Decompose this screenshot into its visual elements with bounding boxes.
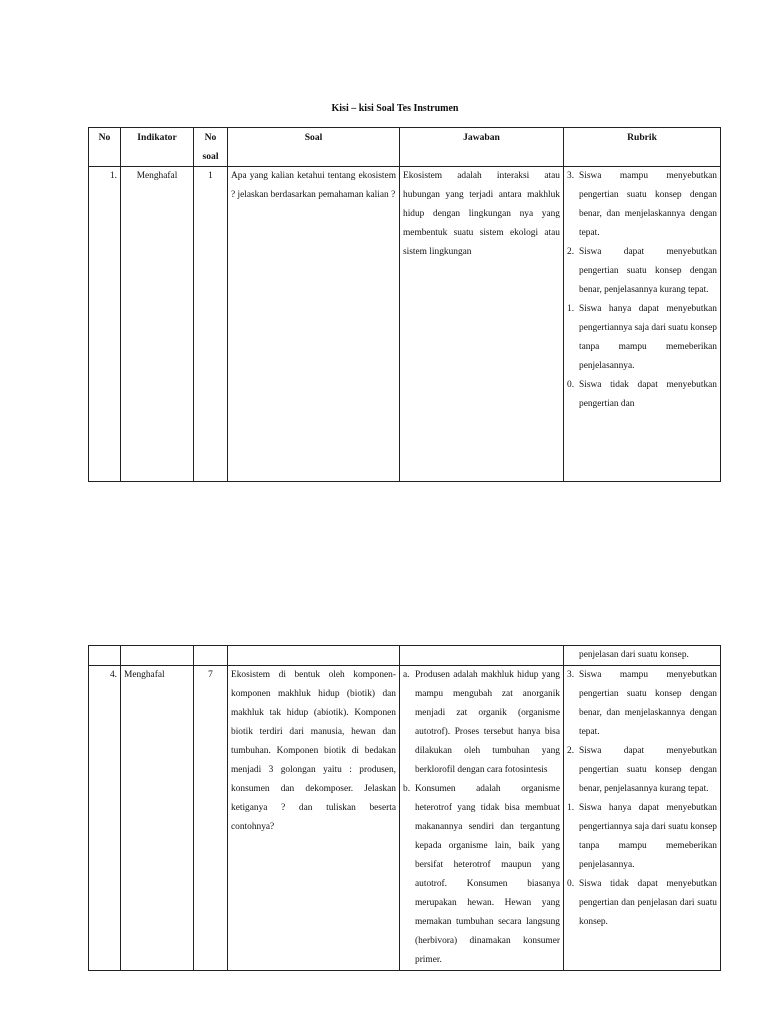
list-marker: 2. (567, 247, 575, 257)
jawaban-cell (400, 666, 564, 971)
table-row (89, 666, 721, 971)
rubrik-continuation: penjelasan dari suatu konsep. (564, 646, 721, 666)
continuation-row (89, 646, 721, 666)
instrument-table-page-2 (88, 645, 721, 971)
header-no: No (89, 128, 121, 167)
list-marker: a. (403, 670, 410, 680)
header-no-soal: No soal (194, 128, 228, 167)
list-item (567, 300, 717, 376)
list-text: Siswa dapat menyebutkan pengertian suatu konsep dengan benar, penjelasannya kurang tepat. (579, 746, 717, 794)
list-marker: 3. (567, 171, 575, 181)
list-text: Siswa dapat menyebutkan pengertian suatu konsep dengan benar, penjelasannya kurang tepat. (579, 247, 717, 295)
list-text: Siswa tidak dapat menyebutkan pengertian dan (579, 380, 717, 409)
list-text: Siswa hanya dapat menyebutkan pengertiannya saja dari suatu konsep tanpa mampu memeberikan penjelasannya. (579, 803, 717, 870)
jawaban-cell: Ekosistem adalah interaksi atau hubungan yang terjadi antara makhluk hidup dengan lingkungan nya yang membentuk suatu sistem ekologi atau sistem lingkungan (400, 167, 564, 482)
header-soal: Soal (228, 128, 400, 167)
rubrik-list (567, 666, 717, 932)
no-soal-cell: 7 (194, 666, 228, 971)
list-text: Konsumen adalah organisme heterotrof yang tidak bisa membuat makanannya sendiri dan tergantung kepada organisme lain, baik yang bersifat heterotrof maupun yang autotrof. Konsumen biasanya merupakan hewan. Hewan yang memakan tumbuhan secara langsung (herbivora) dinamakan konsumer primer. (415, 784, 560, 965)
jawaban-list (403, 666, 560, 970)
list-marker: b. (403, 784, 411, 794)
list-marker: 0. (567, 879, 575, 889)
no-soal-cell: 1 (194, 167, 228, 482)
soal-cell: Apa yang kalian ketahui tentang ekosistem ? jelaskan berdasarkan pemahaman kalian ? (228, 167, 400, 482)
indikator-cell: Menghafal (121, 666, 194, 971)
list-item (567, 167, 717, 243)
list-item (567, 376, 717, 414)
table-header-row (89, 128, 721, 167)
document-title: Kisi – kisi Soal Tes Instrumen (331, 103, 459, 114)
list-text: Siswa mampu menyebutkan pengertian suatu konsep dengan benar, dan menjelaskannya dengan tepat. (579, 171, 717, 238)
list-item (567, 243, 717, 300)
list-marker: 3. (567, 670, 575, 680)
list-text: Siswa mampu menyebutkan pengertian suatu konsep dengan benar, dan menjelaskannya dengan tepat. (579, 670, 717, 737)
list-marker: 1. (567, 803, 575, 813)
list-text: Siswa hanya dapat menyebutkan pengertiannya saja dari suatu konsep tanpa mampu memeberikan penjelasannya. (579, 304, 717, 371)
row-number: 4. (89, 666, 121, 971)
soal-cell: Ekosistem di bentuk oleh komponen-komponen makhluk hidup (biotik) dan makhluk tak hidup (abiotik). Komponen biotik terdiri dari manusia, hewan dan tumbuhan. Komponen biotik di bedakan menjadi 3 golongan yaitu : produsen, konsumen dan dekomposer. Jelaskan ketiganya ? dan tuliskan beserta contohnya? (228, 666, 400, 971)
list-item (567, 875, 717, 932)
header-jawaban: Jawaban (400, 128, 564, 167)
list-marker: 2. (567, 746, 575, 756)
rubrik-cell (564, 167, 721, 482)
rubrik-cell (564, 666, 721, 971)
list-text: Siswa tidak dapat menyebutkan pengertian dan penjelasan dari suatu konsep. (579, 879, 717, 927)
header-indikator: Indikator (121, 128, 194, 167)
list-item (403, 780, 560, 970)
list-item (567, 799, 717, 875)
list-item (403, 666, 560, 780)
list-text: Produsen adalah makhluk hidup yang mampu mengubah zat anorganik menjadi zat organik (organisme autotrof). Proses tersebut hanya bisa dilakukan oleh tumbuhan yang berklorofil dengan cara fotosintesis (415, 670, 560, 775)
rubrik-list (567, 167, 717, 414)
header-rubrik: Rubrik (564, 128, 721, 167)
instrument-table-page-1 (88, 127, 721, 482)
list-item (567, 742, 717, 799)
table-row (89, 167, 721, 482)
indikator-cell: Menghafal (121, 167, 194, 482)
list-item (567, 666, 717, 742)
list-marker: 0. (567, 380, 575, 390)
row-number: 1. (89, 167, 121, 482)
list-marker: 1. (567, 304, 575, 314)
